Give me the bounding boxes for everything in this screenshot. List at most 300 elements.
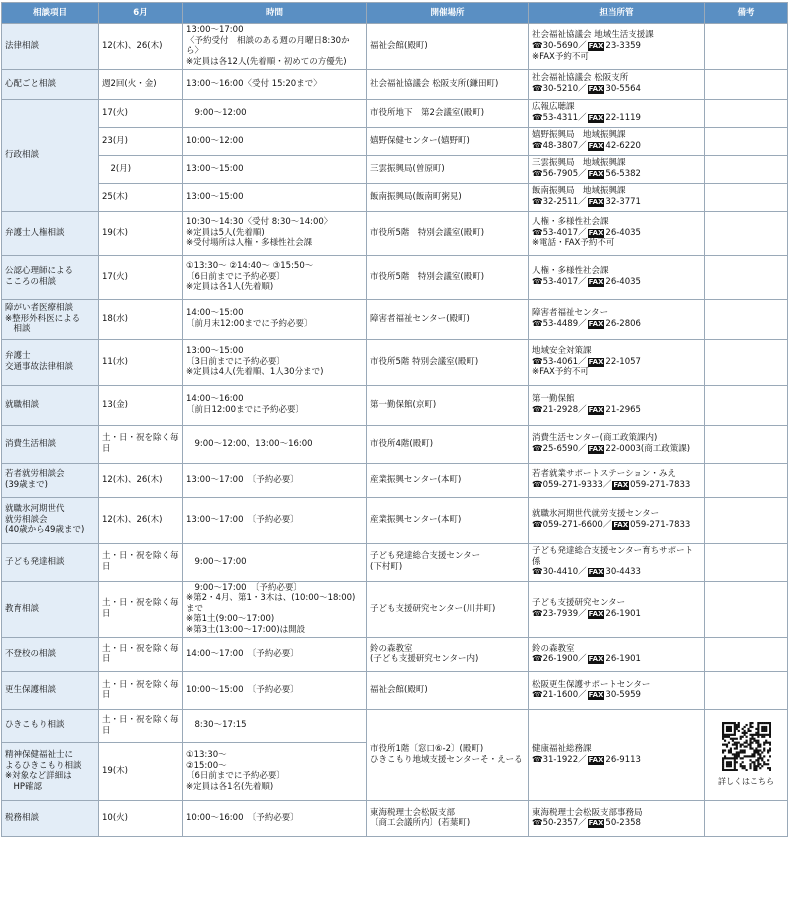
venue-text: 市役所1階〔窓口⑥-2〕(殿町) ひきこもり地域支援センターそ・えーる (370, 744, 523, 765)
fax-number: 26-4035 (605, 227, 641, 238)
phone-text: ☎25-6590／ (532, 444, 587, 454)
table-row (2, 339, 788, 385)
cell-time (183, 127, 367, 155)
cell-note (705, 581, 788, 637)
fax-icon: FAX (588, 228, 604, 237)
item-label: 教育相談 (5, 603, 40, 614)
cell-time (183, 339, 367, 385)
phone-text: ☎50-2357／ (532, 818, 587, 829)
time-text: 14:00～16:00 〔前日12:00までに予約必要〕 (186, 394, 304, 415)
dept-name: 広報広聴課 (532, 102, 575, 113)
cell-date (99, 800, 183, 836)
date-text: 土・日・祝を除く毎日 (102, 598, 179, 620)
dept-name: 若者就業サポートステーション・みえ (532, 469, 676, 480)
cell-item (2, 339, 99, 385)
date-text: 週2回(火・金) (102, 78, 157, 89)
cell-item (2, 497, 99, 543)
cell-time (183, 69, 367, 99)
phone-text: ☎30-5690／ (532, 40, 587, 51)
cell-date (99, 671, 183, 709)
header-item: 相談項目 (2, 3, 99, 24)
fax-icon: FAX (588, 755, 604, 764)
cell-date (99, 211, 183, 255)
date-text: 10(火) (102, 812, 128, 823)
cell-venue (367, 183, 529, 211)
dept-name: 社会福祉協議会 松阪支所 (532, 73, 629, 84)
cell-item (2, 581, 99, 637)
fax-number: 26-2806 (605, 319, 641, 329)
cell-dept (529, 671, 705, 709)
time-text: 13:00～17:00 〔予約必要〕 (186, 514, 299, 525)
dept-name: 第一勤保館 (532, 394, 575, 405)
cell-note (705, 299, 788, 339)
phone-text: ☎56-7905／ (532, 169, 587, 179)
dept-name: 松阪更生保護サポートセンター (532, 679, 651, 690)
cell-time (183, 255, 367, 299)
cell-venue (367, 155, 529, 183)
phone-text: ☎53-4311／ (532, 113, 587, 123)
fax-number: 22-0003(商工政策課) (605, 444, 691, 454)
cell-note (705, 463, 788, 497)
time-text: 9:00～12:00、13:00～16:00 (186, 438, 313, 449)
table-row (2, 24, 788, 70)
table-row (2, 69, 788, 99)
fax-number: 56-5382 (605, 169, 641, 179)
fax-icon: FAX (588, 691, 604, 700)
cell-item (2, 800, 99, 836)
item-label: 法律相談 (5, 40, 40, 51)
fax-icon: FAX (588, 445, 604, 453)
header-time: 時間 (183, 3, 367, 24)
cell-dept (529, 255, 705, 299)
cell-date (99, 127, 183, 155)
phone-text: ☎32-2511／ (532, 197, 587, 207)
dept-name: 健康福祉総務課 (532, 744, 592, 754)
item-label: 就職氷河期世代 就労相談会 (40歳から49歳まで) (5, 504, 85, 536)
time-text: 10:00～16:00 〔予約必要〕 (186, 812, 299, 823)
cell-time (183, 497, 367, 543)
item-label: 子ども発達相談 (5, 556, 65, 567)
fax-number: 22-1057 (605, 356, 641, 367)
item-label: ひきこもり相談 (5, 720, 65, 731)
venue-text: 社会福祉協議会 松阪支所(鎌田町) (370, 78, 499, 89)
fax-icon: FAX (588, 568, 604, 577)
cell-item (2, 709, 99, 742)
cell-date (99, 581, 183, 637)
cell-venue (367, 800, 529, 836)
fax-icon: FAX (588, 170, 604, 178)
time-text: ①13:30～ ②14:40～ ③15:50～ 〔6日前までに予約必要〕 ※定員は各1人(先着順) (186, 261, 314, 293)
date-text: 17(火) (102, 271, 128, 282)
phone-text: ☎53-4061／ (532, 356, 587, 367)
time-text: 9:00～17:00 (186, 556, 247, 567)
cell-dept (529, 339, 705, 385)
cell-note (705, 183, 788, 211)
fax-number: 30-5959 (605, 690, 641, 701)
date-text: 19(木) (102, 765, 128, 776)
fax-icon: FAX (588, 85, 604, 93)
item-label: 障がい者医療相談 ※整形外科医による 相談 (5, 303, 81, 335)
cell-note (705, 211, 788, 255)
venue-text: 市役所地下 第2会議室(殿町) (370, 107, 485, 118)
dept-name: 地域安全対策課 (532, 346, 592, 357)
fax-number: 059-271-7833 (630, 520, 691, 530)
fax-number: 26-9113 (605, 754, 641, 765)
table-row (2, 299, 788, 339)
cell-note (705, 69, 788, 99)
cell-time (183, 24, 367, 70)
phone-text: ☎31-1922／ (532, 754, 587, 765)
dept-name: 三雲振興局 地域振興課 (532, 158, 626, 169)
venue-text: 嬉野保健センター(嬉野町) (370, 135, 470, 146)
date-text: 12(木)、26(木) (102, 40, 163, 51)
fax-number: 26-1901 (605, 654, 641, 665)
cell-venue (367, 543, 529, 581)
date-text: 土・日・祝を除く毎日 (102, 715, 179, 736)
item-label: 弁護士 交通事故法律相談 (5, 351, 74, 372)
fax-icon: FAX (588, 406, 604, 414)
cell-dept (529, 800, 705, 836)
cell-note (705, 24, 788, 70)
fax-icon: FAX (588, 278, 604, 286)
date-text: 23(月) (102, 135, 128, 146)
cell-note (705, 127, 788, 155)
phone-text: ☎48-3807／ (532, 141, 587, 151)
cell-item: 行政相談 (2, 99, 99, 211)
venue-text: 子ども発達総合支援センター (下村町) (370, 551, 481, 572)
cell-venue (367, 425, 529, 463)
time-text: 13:00～17:00 〔予約必要〕 (186, 474, 299, 485)
fax-icon: FAX (613, 481, 629, 489)
date-text: 25(木) (102, 191, 128, 202)
time-text: 13:00～15:00 〔3日前までに予約必要〕 ※定員は4人(先着順、1人30分まで) (186, 346, 324, 378)
venue-text: 福祉会館(殿町) (370, 684, 428, 695)
fax-number: 059-271-7833 (630, 480, 691, 490)
fax-number: 23-3359 (605, 40, 641, 51)
venue-text: 市役所5階 特別会議室(殿町) (370, 356, 479, 367)
cell-time (183, 299, 367, 339)
dept-name: 人権・多様性社会課 (532, 217, 609, 228)
item-label: 不登校の相談 (5, 648, 57, 659)
phone-text: ☎53-4017／ (532, 227, 587, 238)
header-venue: 開催場所 (367, 3, 529, 24)
item-label: 就職相談 (5, 399, 40, 410)
cell-note (705, 425, 788, 463)
dept-name: 嬉野振興局 地域振興課 (532, 130, 626, 141)
fax-icon: FAX (588, 320, 604, 328)
qr-code-icon (708, 722, 784, 775)
table-row (2, 385, 788, 425)
cell-time (183, 543, 367, 581)
cell-time (183, 183, 367, 211)
cell-dept (529, 543, 705, 581)
date-text: 12(木)、26(木) (102, 474, 163, 485)
table-row (2, 425, 788, 463)
fax-icon: FAX (588, 198, 604, 206)
cell-item (2, 543, 99, 581)
cell-date (99, 463, 183, 497)
cell-item (2, 463, 99, 497)
date-text: 18(水) (102, 313, 128, 324)
cell-item (2, 211, 99, 255)
venue-text: 鈴の森教室 (子ども支援研究センター内) (370, 643, 479, 665)
cell-dept (529, 497, 705, 543)
fax-number: 30-5564 (605, 84, 641, 94)
cell-item (2, 637, 99, 671)
dept-name: 飯南振興局 地域振興課 (532, 186, 626, 197)
item-label: 税務相談 (5, 812, 40, 823)
cell-venue (367, 463, 529, 497)
cell-dept (529, 425, 705, 463)
cell-venue (367, 24, 529, 70)
qr-caption: 詳しくはこちら (718, 777, 774, 787)
venue-text: 障害者福祉センター(殿町) (370, 313, 470, 324)
table-row (2, 463, 788, 497)
venue-text: 市役所5階 特別会議室(殿町) (370, 227, 485, 238)
venue-text: 第一勤保館(京町) (370, 399, 437, 410)
item-label: 消費生活相談 (5, 438, 57, 449)
item-label: 若者就労相談会 (39歳まで) (5, 469, 65, 490)
dept-name: 就職氷河期世代就労支援センター (532, 509, 660, 520)
phone-text: ☎53-4017／ (532, 277, 587, 287)
cell-venue (367, 339, 529, 385)
cell-note (705, 99, 788, 127)
phone-text: ☎30-4410／ (532, 567, 587, 578)
header-note: 備考 (705, 3, 788, 24)
cell-note (705, 255, 788, 299)
fax-icon: FAX (588, 142, 604, 150)
time-text: 10:00～15:00 〔予約必要〕 (186, 684, 299, 695)
fax-icon: FAX (588, 655, 604, 664)
date-text: 土・日・祝を除く毎日 (102, 433, 179, 454)
cell-date (99, 742, 183, 800)
cell-time (183, 742, 367, 800)
cell-time (183, 800, 367, 836)
cell-venue (367, 581, 529, 637)
phone-text: ☎26-1900／ (532, 654, 587, 665)
venue-text: 福祉会館(殿町) (370, 40, 428, 51)
time-text: 9:00～12:00 (186, 107, 247, 118)
fax-icon: FAX (613, 521, 629, 529)
time-text: ①13:30～ ②15:00～ 〔6日前までに予約必要〕 ※定員は各1名(先着順) (186, 749, 285, 792)
cell-dept (529, 299, 705, 339)
venue-text: 飯南振興局(飯南町粥見) (370, 191, 462, 202)
time-text: 13:00～15:00 (186, 163, 244, 174)
time-text: 13:00～17:00 〈予約受付 相談のある週の月曜日8:30から〉 ※定員は各12人(先着順・初めての方優先) (186, 25, 350, 67)
date-text: 13(金) (102, 399, 128, 410)
phone-text: ☎30-5210／ (532, 84, 587, 94)
table-row (2, 709, 788, 742)
cell-dept (529, 183, 705, 211)
cell-dept (529, 637, 705, 671)
fax-number: 42-6220 (605, 141, 641, 151)
fax-number: 26-4035 (605, 277, 641, 287)
cell-date (99, 155, 183, 183)
cell-item (2, 742, 99, 800)
time-text: 14:00～17:00 〔予約必要〕 (186, 648, 299, 659)
fax-number: 21-2965 (605, 405, 641, 415)
cell-date (99, 99, 183, 127)
cell-date (99, 497, 183, 543)
date-text: 土・日・祝を除く毎日 (102, 643, 179, 665)
cell-venue (367, 709, 529, 800)
cell-item (2, 671, 99, 709)
cell-item (2, 425, 99, 463)
fax-number: 30-4433 (605, 567, 641, 578)
date-text: 土・日・祝を除く毎日 (102, 551, 179, 572)
cell-time (183, 211, 367, 255)
cell-note (705, 709, 788, 800)
cell-time (183, 99, 367, 127)
cell-note (705, 800, 788, 836)
table-row (2, 127, 788, 155)
dept-note: ※電話・FAX予約不可 (532, 238, 615, 249)
phone-text: ☎23-7939／ (532, 609, 587, 620)
cell-date (99, 637, 183, 671)
date-text: 土・日・祝を除く毎日 (102, 679, 179, 701)
cell-dept (529, 69, 705, 99)
cell-item (2, 385, 99, 425)
item-label: 公認心理師による こころの相談 (5, 266, 74, 287)
time-text: 9:00～17:00 〔予約必要〕 ※第2・4月、第1・3木は、(10:00～18:00)まで ※第1土(9:00～17:00) ※第3土(13:00～17:00)は開設 (186, 582, 356, 635)
cell-note (705, 385, 788, 425)
cell-venue (367, 69, 529, 99)
table-row (2, 671, 788, 709)
date-text: 2(月) (102, 163, 132, 174)
consultation-table (1, 2, 788, 837)
cell-time (183, 155, 367, 183)
item-label: 心配ごと相談 (5, 78, 57, 89)
table-row (2, 183, 788, 211)
cell-dept (529, 211, 705, 255)
phone-text: ☎21-1600／ (532, 690, 587, 701)
venue-text: 市役所4階(殿町) (370, 438, 434, 449)
fax-icon: FAX (588, 610, 604, 619)
table-row (2, 155, 788, 183)
cell-date (99, 24, 183, 70)
cell-dept (529, 24, 705, 70)
cell-dept (529, 463, 705, 497)
date-text: 19(木) (102, 227, 128, 238)
cell-venue (367, 671, 529, 709)
dept-name: 社会福祉協議会 地域生活支援課 (532, 30, 654, 41)
table-row (2, 255, 788, 299)
item-label: 弁護士人権相談 (5, 227, 65, 238)
table-row (2, 99, 788, 127)
cell-dept (529, 709, 705, 800)
fax-icon: FAX (588, 357, 604, 366)
cell-venue (367, 385, 529, 425)
cell-dept (529, 385, 705, 425)
venue-text: 産業振興センター(本町) (370, 474, 462, 485)
dept-name: 鈴の森教室 (532, 643, 575, 654)
dept-note: ※FAX予約不可 (532, 367, 589, 378)
cell-dept (529, 99, 705, 127)
dept-name: 障害者福祉センター (532, 308, 609, 319)
cell-venue (367, 99, 529, 127)
fax-icon: FAX (588, 41, 604, 50)
venue-text: 市役所5階 特別会議室(殿町) (370, 271, 485, 282)
cell-date (99, 255, 183, 299)
cell-note (705, 497, 788, 543)
cell-date (99, 385, 183, 425)
phone-text: ☎21-2928／ (532, 405, 587, 415)
time-text: 8:30～17:15 (186, 720, 247, 731)
cell-note (705, 339, 788, 385)
time-text: 10:00～12:00 (186, 135, 244, 146)
cell-item (2, 299, 99, 339)
cell-date (99, 183, 183, 211)
time-text: 13:00～16:00〈受付 15:20まで〉 (186, 78, 322, 89)
cell-date (99, 299, 183, 339)
table-row (2, 637, 788, 671)
venue-text: 子ども支援研究センター(川井町) (370, 603, 496, 614)
fax-number: 32-3771 (605, 197, 641, 207)
venue-text: 三雲振興局(曽原町) (370, 163, 445, 174)
cell-date (99, 425, 183, 463)
table-row (2, 543, 788, 581)
time-text: 14:00～15:00 〔前月末12:00までに予約必要〕 (186, 308, 313, 329)
cell-time (183, 709, 367, 742)
cell-date (99, 543, 183, 581)
cell-dept (529, 155, 705, 183)
fax-number: 26-1901 (605, 609, 641, 620)
date-text: 11(水) (102, 356, 128, 367)
cell-date (99, 69, 183, 99)
cell-note (705, 543, 788, 581)
cell-date (99, 339, 183, 385)
date-text: 12(木)、26(木) (102, 514, 163, 525)
cell-venue (367, 497, 529, 543)
header-dept: 担当所管 (529, 3, 705, 24)
cell-date (99, 709, 183, 742)
cell-time (183, 671, 367, 709)
item-label: 更生保護相談 (5, 684, 57, 695)
dept-name: 人権・多様性社会課 (532, 266, 609, 277)
phone-text: ☎059-271-9333／ (532, 480, 612, 490)
cell-item (2, 24, 99, 70)
cell-venue (367, 211, 529, 255)
dept-note: ※FAX予約不可 (532, 51, 589, 62)
time-text: 13:00～15:00 (186, 191, 244, 202)
cell-dept (529, 581, 705, 637)
venue-text: 東海税理士会松阪支部 〔商工会議所内〕(若葉町) (370, 807, 471, 829)
dept-name: 子ども支援研究センター (532, 598, 626, 609)
phone-text: ☎53-4489／ (532, 319, 587, 329)
cell-dept (529, 127, 705, 155)
table-row (2, 800, 788, 836)
dept-name: 消費生活センター(商工政策課内) (532, 433, 658, 444)
cell-venue (367, 127, 529, 155)
table-row (2, 581, 788, 637)
cell-note (705, 671, 788, 709)
header-date: 6月 (99, 3, 183, 24)
venue-text: 産業振興センター(本町) (370, 514, 462, 525)
dept-name: 子ども発達総合支援センター育ちサポート係 (532, 546, 694, 567)
fax-number: 22-1119 (605, 113, 641, 123)
cell-time (183, 385, 367, 425)
cell-time (183, 463, 367, 497)
fax-number: 50-2358 (605, 818, 641, 829)
date-text: 17(火) (102, 107, 128, 118)
table-row (2, 497, 788, 543)
cell-note (705, 155, 788, 183)
cell-time (183, 637, 367, 671)
item-label: 精神保健福祉士に よるひきこもり相談 ※対象など詳細は HP確認 (5, 749, 82, 792)
cell-venue (367, 637, 529, 671)
time-text: 10:30～14:30〈受付 8:30～14:00〉 ※定員は5人(先着順) ※受付場所は人権・多様性社会課 (186, 217, 333, 249)
fax-icon: FAX (588, 819, 604, 828)
